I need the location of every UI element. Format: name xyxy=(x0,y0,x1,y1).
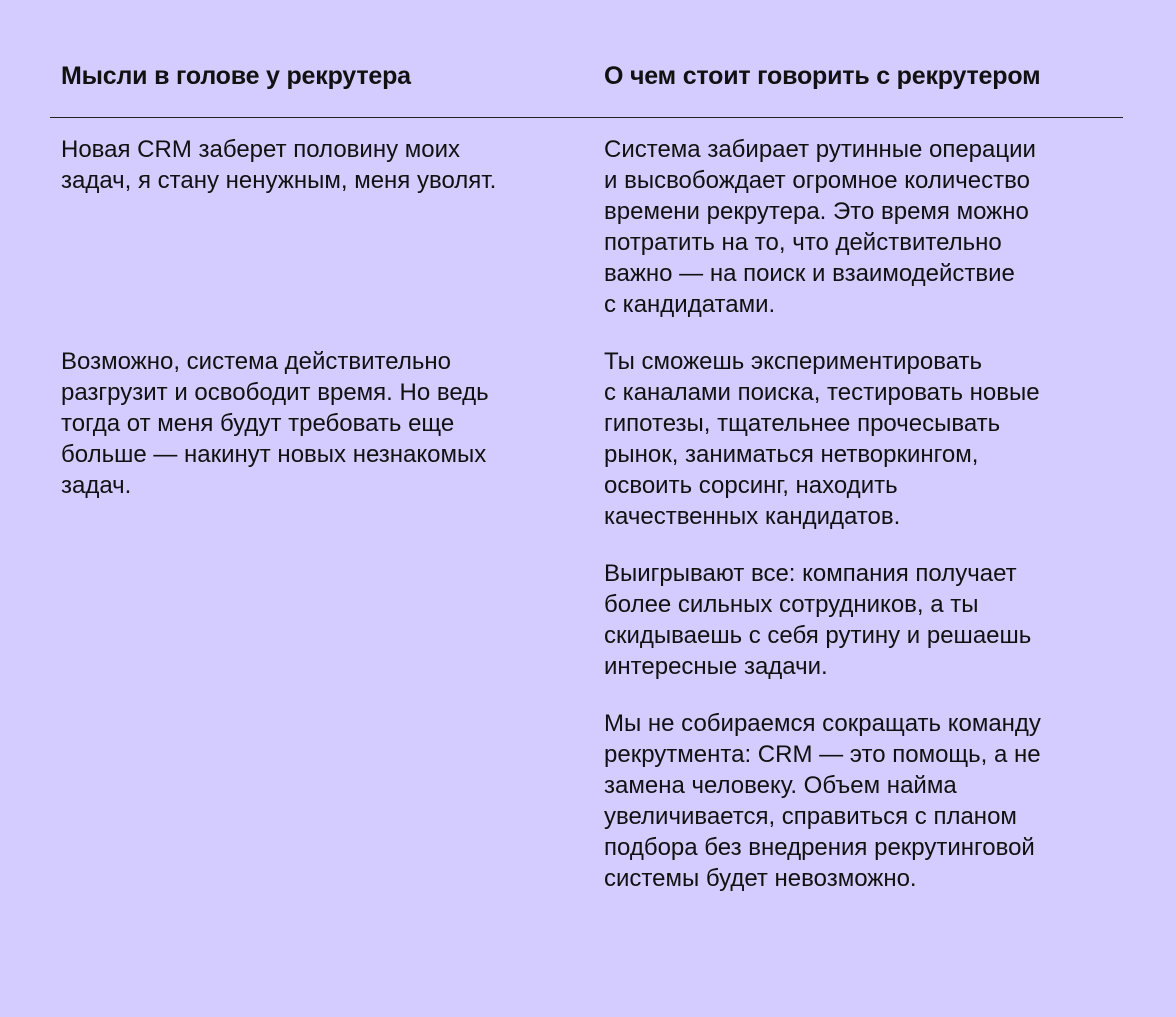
row2-answer-paragraph-2: Выигрывают все: компания получает более сильных сотрудников, а ты скидываешь с себя рутину и решаешь интересные задачи. xyxy=(604,560,1032,680)
row1-thought-text: Новая CRM заберет половину моих задач, я стану ненужным, меня уволят. xyxy=(61,136,497,194)
row2-thought-cell xyxy=(61,346,561,501)
row1-answer-cell xyxy=(604,134,1114,320)
table-header xyxy=(50,0,1123,118)
row1-answer-paragraph-1: Система забирает рутинные операции и высвобождает огромное количество времени рекрутера. Это время можно потратить на то, что действительно важно — на поиск и взаимодействие с кандидатами. xyxy=(604,136,1036,318)
row2-answer-cell xyxy=(604,346,1114,894)
header-what-to-say: О чем стоит говорить с рекрутером xyxy=(604,62,1041,90)
row1-thought-cell xyxy=(61,134,561,196)
comparison-table xyxy=(50,0,1123,892)
row2-answer-paragraph-3: Мы не собираемся сокращать команду рекрутмента: CRM — это помощь, а не замена человеку. Объем найма увеличивается, справиться с планом подбора без внедрения рекрутинговой системы будет невозможно. xyxy=(604,710,1041,892)
row2-answer-paragraph-1: Ты сможешь экспериментировать с каналами поиска, тестировать новые гипотезы, тщательнее прочесывать рынок, заниматься нетворкингом, освоить сорсинг, находить качественных кандидатов. xyxy=(604,348,1040,530)
header-recruiter-thoughts: Мысли в голове у рекрутера xyxy=(61,62,411,90)
row2-thought-text: Возможно, система действительно разгрузит и освободит время. Но ведь тогда от меня будут требовать еще больше — накинут новых незнакомых задач. xyxy=(61,348,489,499)
